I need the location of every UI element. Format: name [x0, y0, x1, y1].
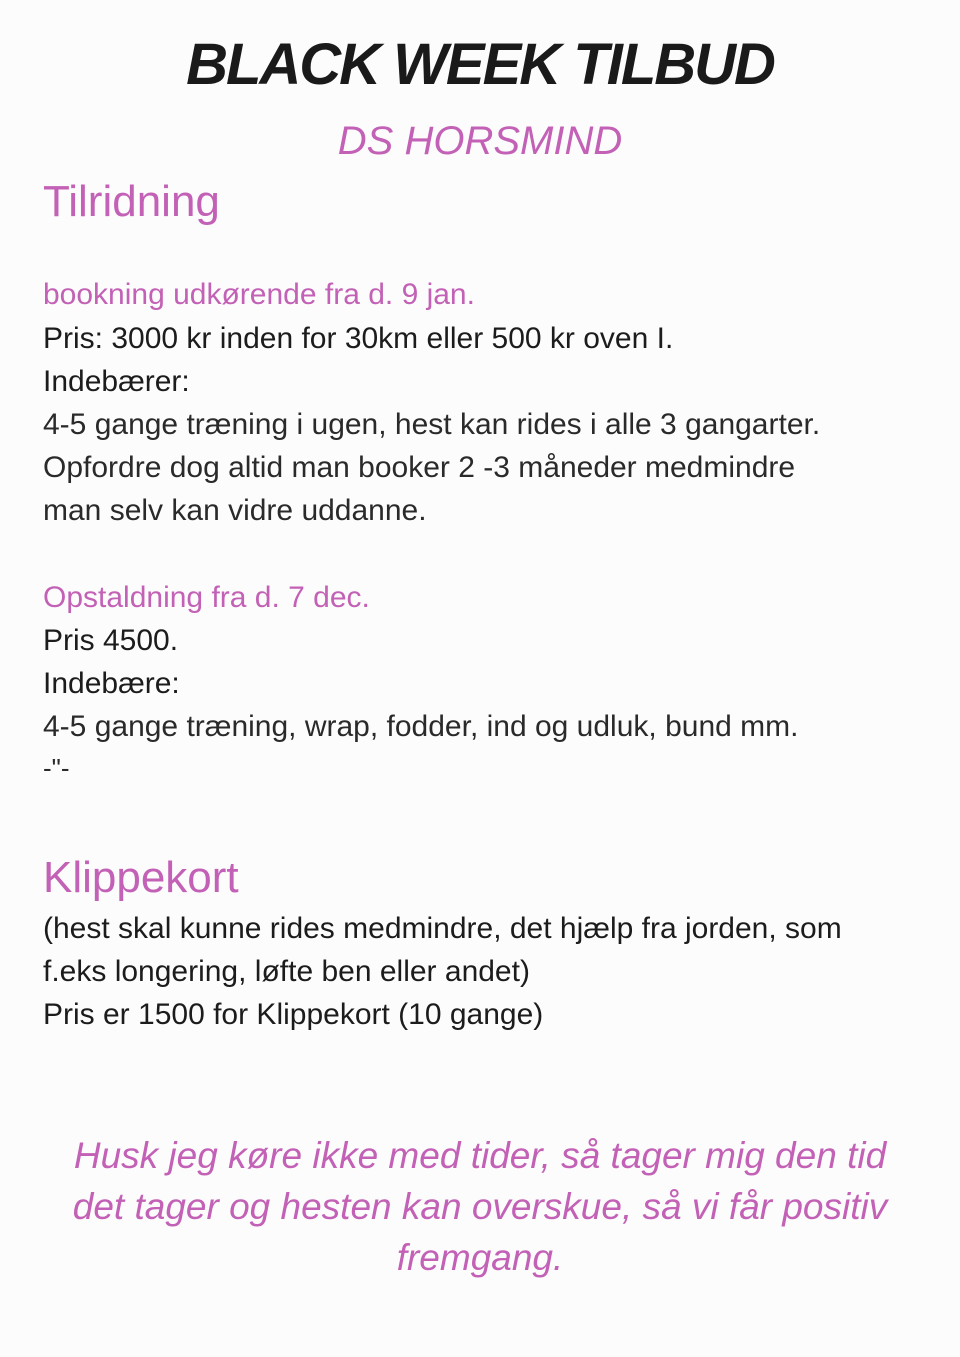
closing-note-line: det tager og hesten kan overskue, så vi får positiv: [72, 1186, 888, 1227]
klippekort-condition-line: f.eks longering, løfte ben eller andet): [43, 955, 530, 988]
opstaldning-price: Pris 4500.: [43, 624, 179, 657]
tilridning-price: Pris: 3000 kr inden for 30km eller 500 kr oven I.: [43, 322, 674, 355]
klippekort-condition-line: (hest skal kunne rides medmindre, det hjælp fra jorden, som: [43, 912, 842, 945]
tilridning-description-line: man selv kan vidre uddanne.: [43, 494, 427, 527]
opstaldning-includes-label: Indebære:: [43, 667, 180, 700]
tilridning-includes-label: Indebærer:: [43, 365, 190, 398]
opstaldning-heading: Opstaldning fra d. 7 dec.: [43, 581, 370, 614]
tilridning-booking-label: bookning udkørende fra d. 9 jan.: [43, 278, 475, 311]
section-heading-klippekort: Klippekort: [43, 853, 239, 902]
page-subtitle: DS HORSMIND: [337, 119, 623, 163]
section-heading-tilridning: Tilridning: [43, 177, 220, 226]
tilridning-description-line: Opfordre dog altid man booker 2 -3 måneder medmindre: [43, 451, 796, 484]
opstaldning-description: 4-5 gange træning, wrap, fodder, ind og udluk, bund mm.: [43, 710, 799, 743]
closing-note-line: Husk jeg køre ikke med tider, så tager mig den tid: [73, 1135, 887, 1176]
opstaldning-ditto: -"-: [43, 753, 70, 783]
page-title: BLACK WEEK TILBUD: [186, 32, 774, 97]
tilridning-description-line: 4-5 gange træning i ugen, hest kan rides i alle 3 gangarter.: [43, 408, 821, 441]
klippekort-price: Pris er 1500 for Klippekort (10 gange): [43, 998, 544, 1031]
closing-note-line: fremgang.: [396, 1237, 564, 1278]
closing-note: [40, 1130, 920, 1283]
